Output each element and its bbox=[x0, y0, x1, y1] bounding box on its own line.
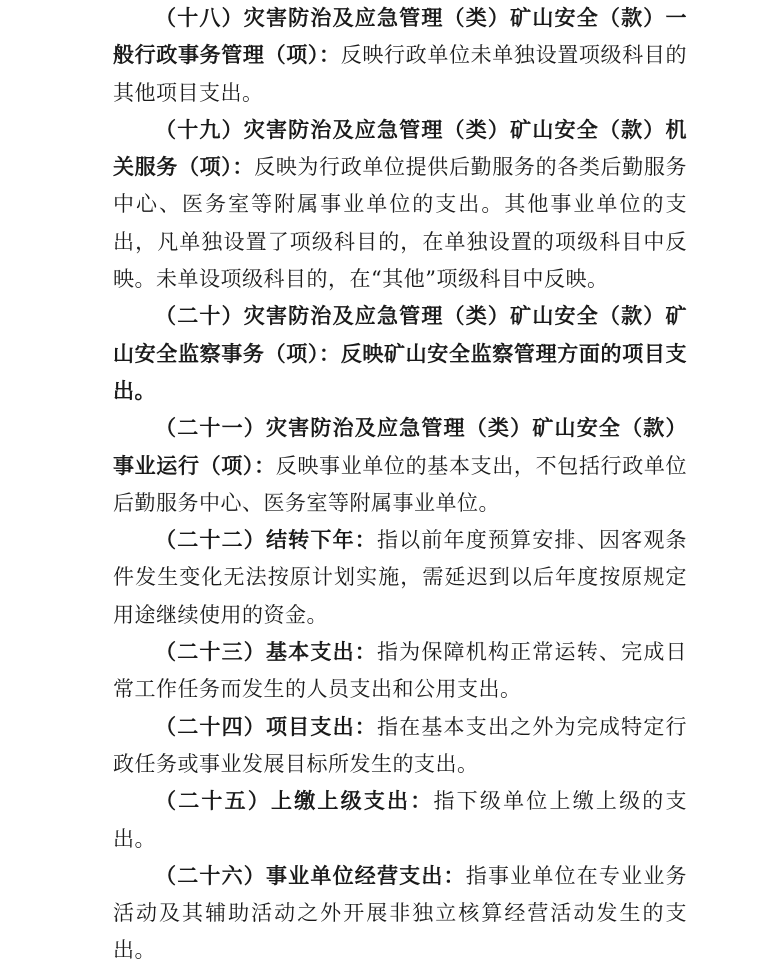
item-term: （二十）灾害防治及应急管理（类）矿山安全（款）矿山安全监察事务（项）：反映矿山安全监察管理方面的项目支出。 bbox=[113, 304, 687, 403]
item-term: （二十六）事业单位经营支出： bbox=[155, 863, 466, 888]
paragraph-item-26 bbox=[113, 858, 687, 970]
item-description: 指事业单位在专业业务活动及其辅助活动之外开展非独立核算经营活动发生的支出。 bbox=[113, 863, 688, 963]
paragraph-item-18 bbox=[113, 0, 687, 112]
item-description: 指为保障机构正常运转、完成日常工作任务而发生的人员支出和公用支出。 bbox=[113, 640, 688, 702]
item-term: （二十五）上缴上级支出： bbox=[155, 789, 434, 814]
item-term: （二十三）基本支出： bbox=[155, 640, 377, 665]
paragraph-item-23 bbox=[113, 634, 687, 709]
item-description: 反映为行政单位提供后勤服务的各类后勤服务中心、医务室等附属事业单位的支出。其他事业单位的支出，凡单独设置了项级科目的，在单独设置的项级科目中反映。未单设项级科目的，在“其他”项级科目中反映。 bbox=[113, 155, 687, 292]
paragraph-item-21 bbox=[113, 410, 687, 522]
paragraph-item-19 bbox=[113, 112, 687, 298]
item-description: 指下级单位上缴上级的支出。 bbox=[113, 789, 688, 851]
item-term: （二十四）项目支出： bbox=[155, 714, 377, 739]
item-description: 反映事业单位的基本支出，不包括行政单位后勤服务中心、医务室等附属事业单位。 bbox=[113, 453, 688, 515]
item-description: 指在基本支出之外为完成特定行政任务或事业发展目标所发生的支出。 bbox=[113, 714, 688, 776]
paragraph-item-25 bbox=[113, 783, 687, 858]
paragraph-item-24 bbox=[113, 709, 687, 784]
item-description: 指以前年度预算安排、因客观条件发生变化无法按原计划实施，需延迟到以后年度按原规定用途继续使用的资金。 bbox=[113, 528, 688, 627]
document-body bbox=[113, 0, 687, 970]
item-term: （十八）灾害防治及应急管理（类）矿山安全（款）一般行政事务管理（项）： bbox=[113, 6, 687, 68]
paragraph-item-22 bbox=[113, 522, 687, 634]
item-term: （二十二）结转下年： bbox=[155, 528, 377, 553]
item-description: 反映行政单位未单独设置项级科目的其他项目支出。 bbox=[113, 43, 688, 105]
paragraph-item-20 bbox=[113, 298, 687, 410]
item-term: （二十一）灾害防治及应急管理（类）矿山安全（款）事业运行（项）： bbox=[113, 416, 687, 478]
item-term: （十九）灾害防治及应急管理（类）矿山安全（款）机关服务（项）： bbox=[113, 117, 687, 180]
